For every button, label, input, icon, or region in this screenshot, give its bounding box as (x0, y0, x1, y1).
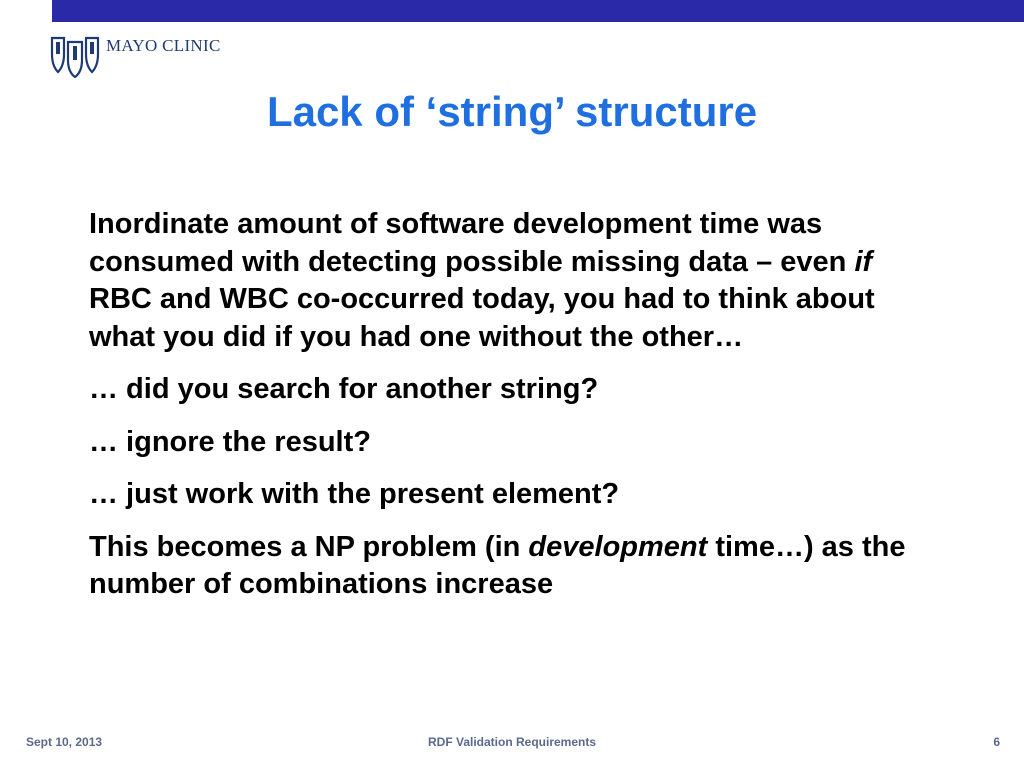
slide-body (89, 206, 929, 619)
page-number: 6 (993, 735, 1000, 749)
paragraph-1-text-b: RBC and WBC co-occurred today, you had to think about what you did if you had one without the other… (89, 283, 875, 353)
paragraph-4: … just work with the present element? (89, 478, 620, 510)
mayo-shields-icon (50, 34, 100, 78)
paragraph-5-emphasis: development (528, 530, 708, 563)
paragraph-3: … ignore the result? (89, 425, 371, 458)
paragraph-5-text-b: time…) as the number of combinations increase (89, 530, 906, 600)
header-band (52, 0, 1024, 22)
paragraph-5 (89, 529, 929, 604)
slide-title: Lack of ‘string’ structure (266, 88, 758, 135)
paragraph-1 (89, 206, 929, 356)
footer-title: RDF Validation Requirements (427, 735, 597, 749)
paragraph-1-emphasis: if (854, 245, 873, 278)
mayo-clinic-logo (50, 34, 221, 78)
footer-date: Sept 10, 2013 (26, 735, 103, 749)
paragraph-5-text-a: This becomes a NP problem (in (89, 530, 529, 563)
paragraph-1-text-a: Inordinate amount of software development time was consumed with detecting possible missing data – even (89, 208, 855, 278)
logo-text: MAYO CLINIC (106, 36, 221, 55)
paragraph-2: … did you search for another string? (89, 373, 599, 405)
